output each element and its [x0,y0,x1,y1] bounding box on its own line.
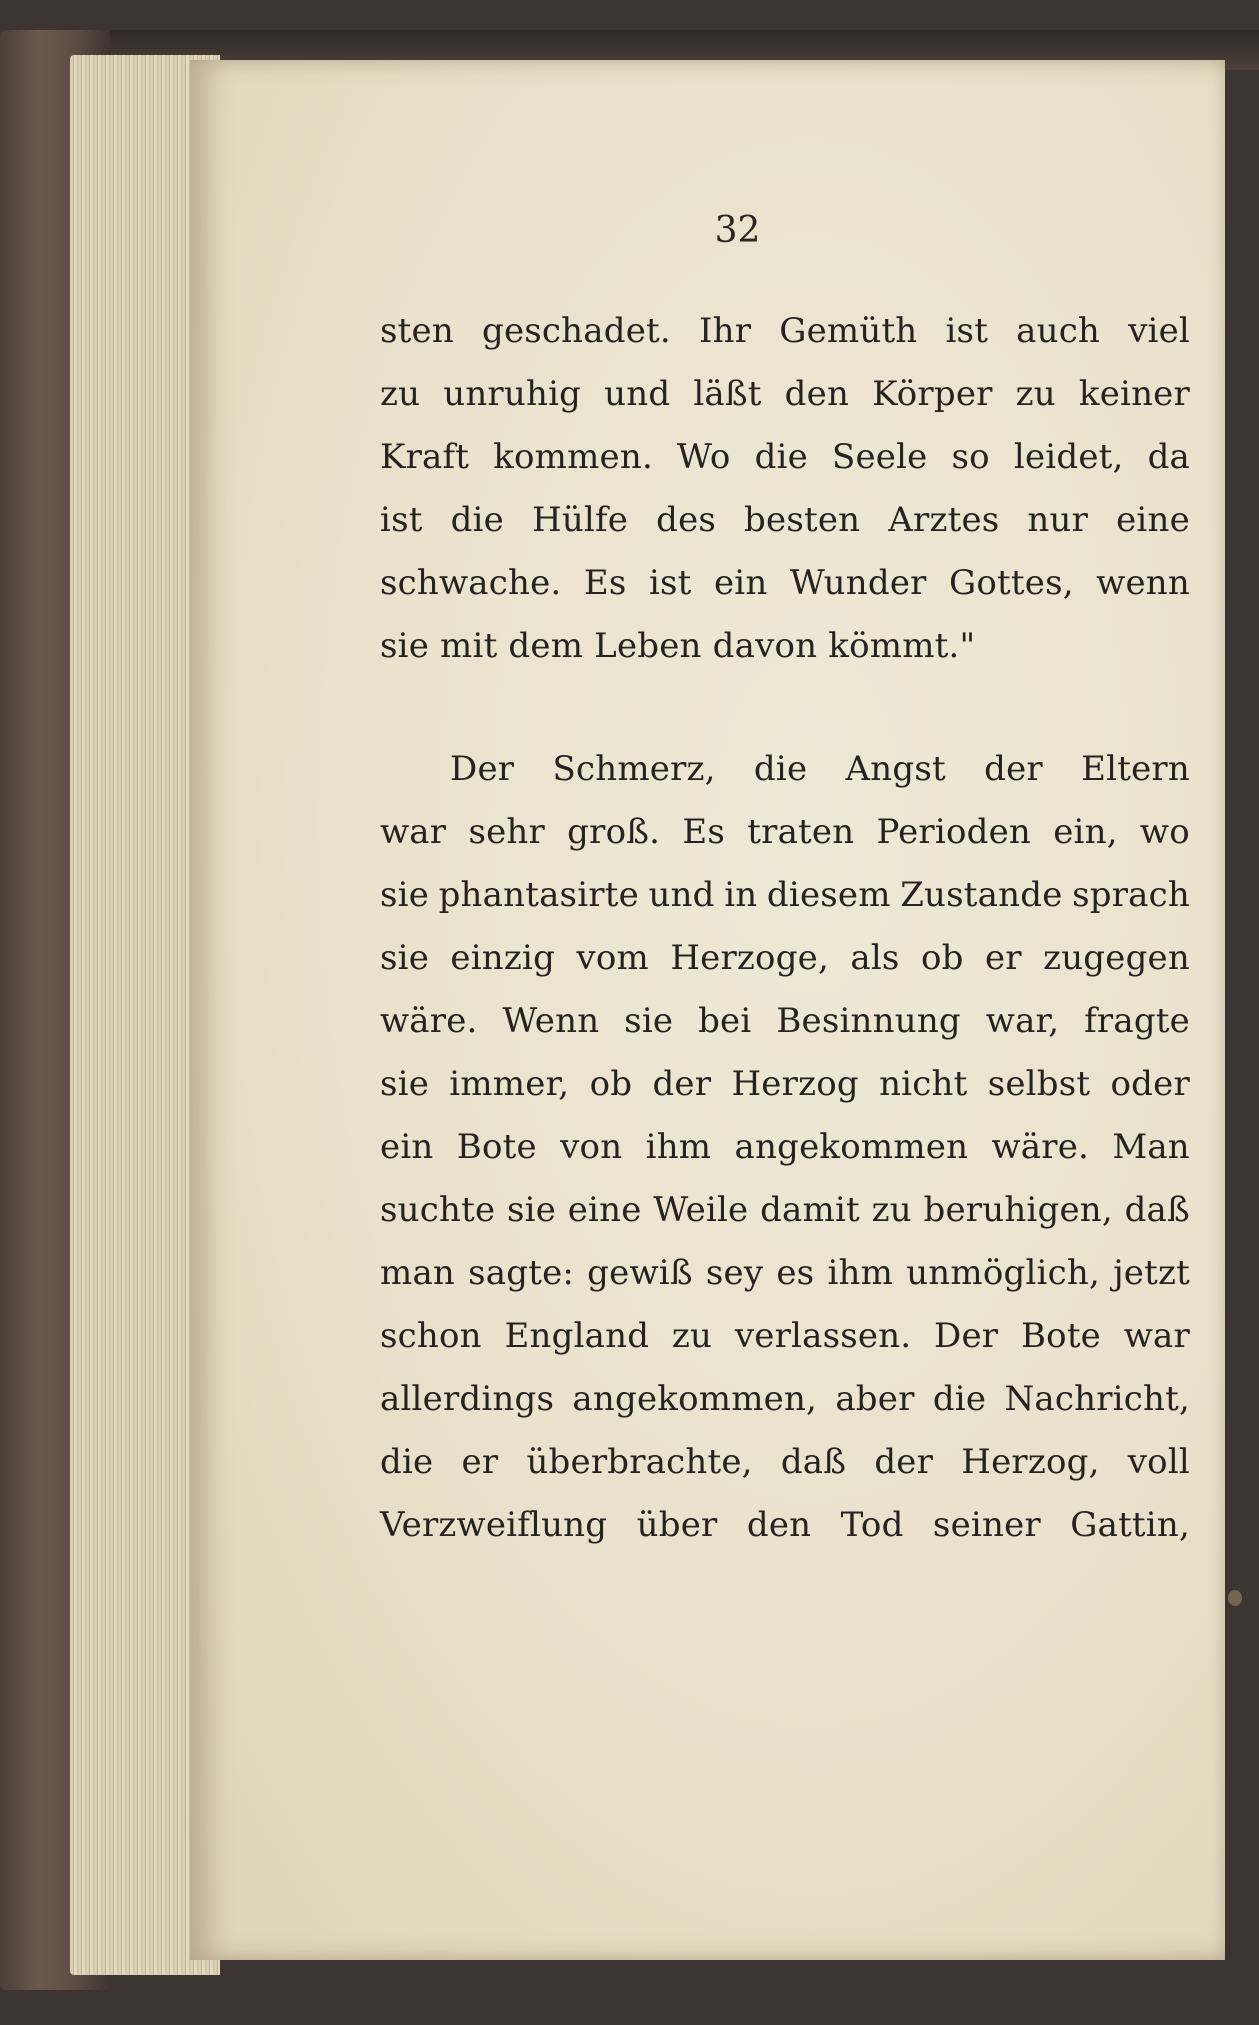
text-line: Kraft kommen. Wo die Seele so leidet, da [380,437,1190,477]
text-line: Der Schmerz, die Angst der Eltern [450,749,1190,789]
text-line: Verzweiflung über den Tod seiner Gattin, [380,1505,1190,1545]
book-page [190,60,1225,1960]
text-line: war sehr groß. Es traten Perioden ein, wo [380,812,1190,852]
text-line: sten geschadet. Ihr Gemüth ist auch viel [380,311,1190,351]
text-line: man sagte: gewiß sey es ihm unmöglich, jetzt [380,1253,1190,1293]
text-line: wäre. Wenn sie bei Besinnung war, fragte [380,1001,1190,1041]
text-line: ist die Hülfe des besten Arztes nur eine [380,500,1190,540]
text-line: zu unruhig und läßt den Körper zu keiner [380,374,1190,414]
text-line: suchte sie eine Weile damit zu beruhigen, daß [380,1190,1190,1230]
text-line: ein Bote von ihm angekommen wäre. Man [380,1127,1190,1167]
page-number: 32 [714,210,761,251]
text-line: schwache. Es ist ein Wunder Gottes, wenn [380,563,1190,603]
text-line: sie phantasirte und in diesem Zustande sprach [380,875,1190,915]
ink-smudge [1228,1590,1242,1606]
text-line: sie einzig vom Herzoge, als ob er zugegen [380,938,1190,978]
page-text [380,300,1190,1557]
text-line: die er überbrachte, daß der Herzog, voll [380,1442,1190,1482]
text-line: schon England zu verlassen. Der Bote war [380,1316,1190,1356]
text-line: allerdings angekommen, aber die Nachricht, [380,1379,1190,1419]
text-line: sie mit dem Leben davon kömmt." [380,626,976,666]
text-line: sie immer, ob der Herzog nicht selbst oder [380,1064,1190,1104]
